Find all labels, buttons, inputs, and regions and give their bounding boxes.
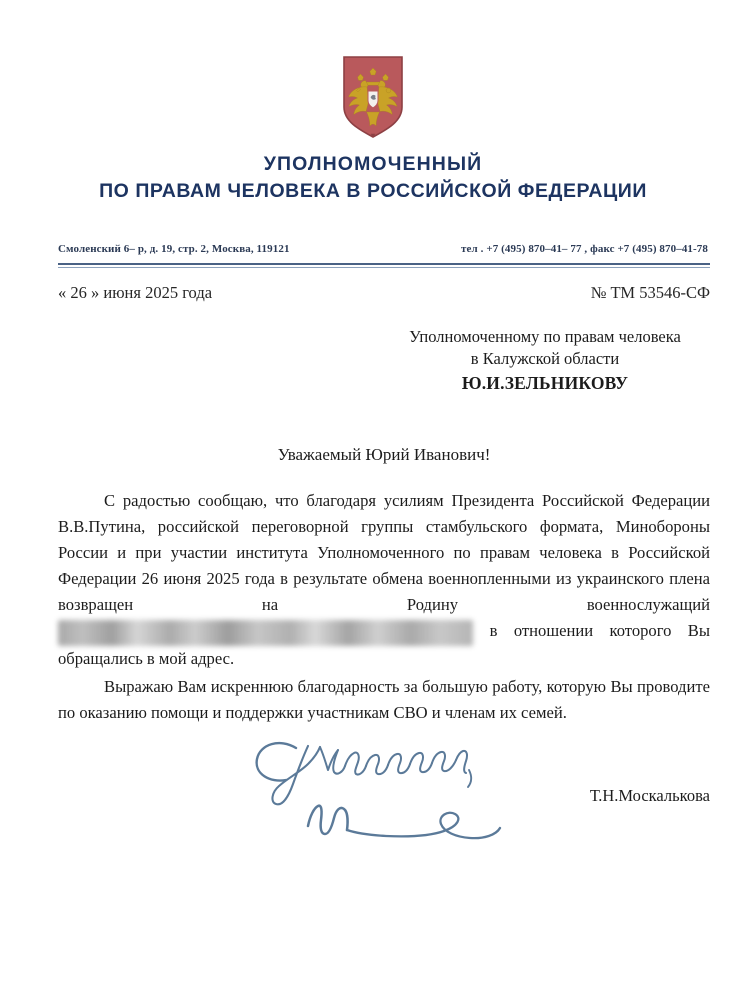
signer-name: Т.Н.Москалькова (589, 786, 710, 805)
handwritten-signature (248, 730, 538, 845)
document-date: « 26 » июня 2025 года (58, 283, 213, 302)
document-meta-row (58, 283, 710, 303)
salutation: Уважаемый Юрий Иванович! (277, 445, 491, 464)
divider-bar-thin (58, 267, 710, 269)
emblem-container (0, 0, 746, 139)
letterhead (0, 0, 746, 203)
addressee-block (380, 326, 710, 395)
signature-block (58, 730, 710, 850)
addressee-line1: Уполномоченному по правам человека (409, 327, 681, 346)
organization-title (0, 153, 746, 203)
coat-of-arms-of-russia-icon (342, 55, 404, 139)
letterhead-divider (58, 263, 710, 268)
letterhead-phone: тел . +7 (495) 870–41– 77 , факс +7 (495) 870–41-78 (461, 243, 708, 255)
organization-title-line1: УПОЛНОМОЧЕННЫЙ (263, 153, 483, 175)
addressee-name: Ю.И.ЗЕЛЬНИКОВУ (461, 372, 629, 393)
body-paragraph-2: Выражаю Вам искреннюю благодарность за большую работу, которую Вы проводите по оказанию помощи и поддержки участникам СВО и членам их семей. (58, 677, 710, 723)
letter-body (58, 488, 710, 726)
redacted-personal-name (58, 620, 473, 646)
document-registration-number: № ТМ 53546-СФ (590, 283, 710, 302)
body-paragraph-1-part1: С радостью сообщаю, что благодаря усилиям Президента Российской Федерации В.В.Путина, российской переговорной группы стамбульского формата, Минобороны России и при участии института Уполномоченного по правам человека в Российской Федерации 26 июня 2025 года в результате обмена военнопленными из украинского плена возвращен на Родину военнослужащий (58, 491, 710, 615)
letterhead-contact-row (58, 243, 710, 255)
letterhead-address: Смоленский 6– р, д. 19, стр. 2, Москва, 119121 (58, 243, 290, 255)
body-paragraph-1 (58, 488, 710, 672)
addressee-line2: в Калужской области (470, 348, 620, 368)
organization-title-line2: ПО ПРАВАМ ЧЕЛОВЕКА В РОССИЙСКОЙ ФЕДЕРАЦИИ (99, 180, 647, 202)
body-paragraph-1-part2: в отношении которого Вы обращались в мой адрес. (58, 621, 710, 669)
